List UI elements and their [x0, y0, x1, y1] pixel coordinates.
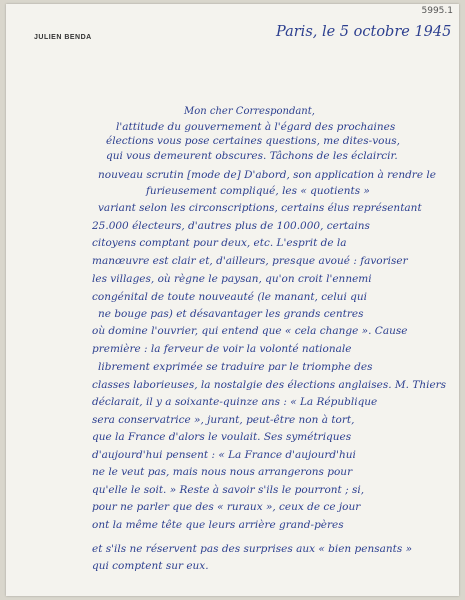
letter-page	[6, 4, 459, 596]
letterhead-author: JULIEN BENDA	[34, 34, 92, 41]
body-line: qui comptent sur eux.	[92, 560, 209, 572]
body-line: nouveau scrutin [mode de] D'abord, son application à rendre le	[98, 169, 436, 181]
body-line: ne le veut pas, mais nous nous arrangerons pour	[92, 466, 353, 478]
body-line: ne bouge pas) et désavantager les grands centres	[98, 308, 364, 320]
body-line: furieusement compliqué, les « quotients »	[146, 185, 370, 197]
body-line: que la France d'alors le voulait. Ses symétriques	[92, 431, 352, 443]
body-line: librement exprimée se traduire par le triomphe des	[98, 361, 373, 373]
body-line: citoyens comptant pour deux, etc. L'esprit de la	[92, 237, 347, 249]
body-line: pour ne parler que des « ruraux », ceux de ce jour	[92, 501, 361, 513]
body-line: où domine l'ouvrier, qui entend que « cela change ». Cause	[92, 325, 408, 337]
body-line: sera conservatrice », jurant, peut-être non à tort,	[92, 414, 355, 426]
body-line: qu'elle le soit. » Reste à savoir s'ils le pourront ; si,	[92, 484, 365, 496]
body-line: déclarait, il y a soixante-quinze ans : « La République	[92, 396, 378, 408]
body-line: classes laborieuses, la nostalgie des élections anglaises. M. Thiers	[92, 379, 447, 391]
archive-number: 5995.1	[421, 6, 453, 16]
body-line: ont la même tête que leurs arrière grand-pères	[92, 519, 344, 531]
body-line: 25.000 électeurs, d'autres plus de 100.000, certains	[92, 220, 370, 232]
body-line: manœuvre est clair et, d'ailleurs, presque avoué : favoriser	[92, 255, 408, 267]
body-line: première : la ferveur de voir la volonté nationale	[92, 343, 352, 355]
body-line: congénital de toute nouveauté (le manant, celui qui	[92, 291, 367, 303]
body-line: les villages, où règne le paysan, qu'on croit l'ennemi	[92, 273, 372, 285]
dateline: Paris, le 5 octobre 1945	[276, 24, 452, 40]
body-line: l'attitude du gouvernement à l'égard des prochaines	[116, 121, 396, 133]
body-line: et s'ils ne réservent pas des surprises aux « bien pensants »	[92, 543, 413, 555]
body-line: d'aujourd'hui pensent : « La France d'aujourd'hui	[92, 449, 356, 461]
salutation: Mon cher Correspondant,	[184, 106, 315, 117]
body-line: élections vous pose certaines questions, me dites-vous,	[106, 135, 400, 147]
body-line: qui vous demeurent obscures. Tâchons de les éclaircir.	[106, 150, 398, 162]
body-line: variant selon les circonscriptions, certains élus représentant	[98, 202, 422, 214]
